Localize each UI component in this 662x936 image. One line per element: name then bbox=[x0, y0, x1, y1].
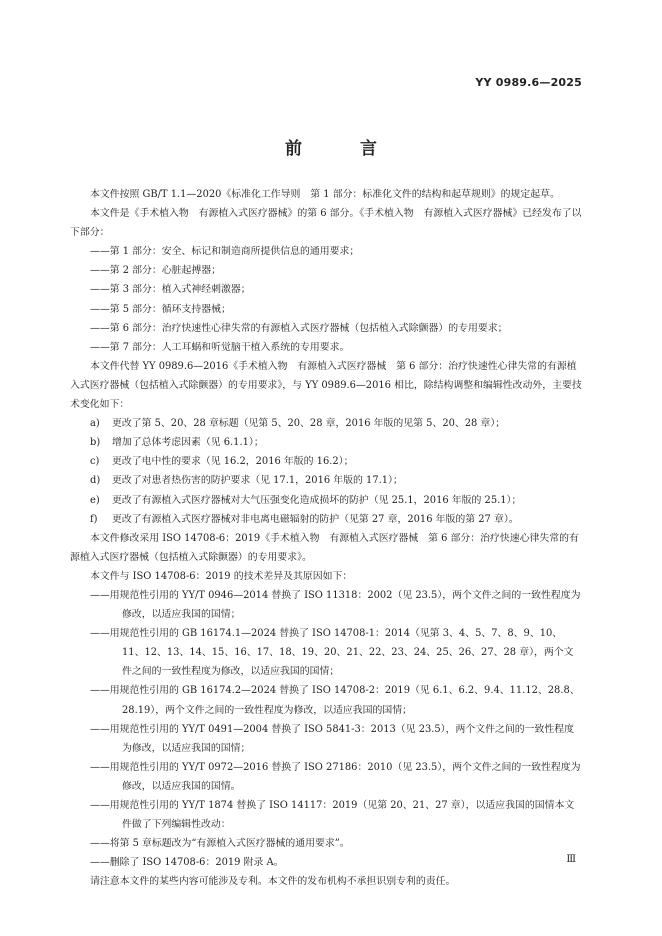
list-item-label: e) bbox=[90, 494, 100, 506]
standard-number: YY 0989.6—2025 bbox=[475, 76, 582, 89]
list-item: ——第 5 部分：循环支持器械； bbox=[90, 303, 231, 315]
list-item bbox=[70, 452, 582, 471]
list-item-label: c) bbox=[90, 456, 100, 468]
list-item: ——第 6 部分：治疗快速性心律失常的有源植入式医疗器械（包括植入式除颤器）的专用要求； bbox=[90, 322, 508, 334]
changes-list bbox=[70, 414, 582, 529]
list-item bbox=[70, 414, 582, 433]
list-item-text: 增加了总体考虑因素（见 6.1.1）； bbox=[112, 437, 264, 449]
list-item: ——用规范性引用的 GB 16174.1—2024 替换了 ISO 14708-1：2014（见第 3、4、5、7、8、9、10、11、12、13、14、15、16、17、18、19、20、21、22、23、24、25、26、27、28 章），两个文件之间的一致性程度为修改，以适应我国的国情； bbox=[90, 628, 574, 678]
list-item-label: a) bbox=[90, 418, 100, 430]
list-item: ——用规范性引用的 YY/T 0972—2016 替换了 ISO 27186：2010（见 23.5），两个文件之间的一致性程度为修改，以适应我国的国情。 bbox=[90, 761, 581, 792]
list-item-label: b) bbox=[90, 437, 101, 449]
parts-list bbox=[70, 242, 582, 357]
list-item bbox=[70, 510, 582, 529]
list-item-text: 更改了电中性的要求（见 16.2，2016 年版的 16.2）； bbox=[112, 456, 354, 468]
list-item: ——第 2 部分：心脏起搏器； bbox=[90, 265, 222, 277]
list-item bbox=[70, 433, 582, 452]
list-item: ——删除了 ISO 14708-6：2019 附录 A。 bbox=[90, 857, 284, 869]
foreword-body bbox=[70, 185, 582, 891]
differences-list bbox=[70, 586, 582, 834]
list-item: ——第 1 部分：安全、标记和制造商所提供信息的通用要求； bbox=[90, 246, 360, 258]
adoption-paragraph: 本文件修改采用 ISO 14708-6：2019《手术植入物 有源植入式医疗器械 第 6 部分：治疗快速心律失常的有源植入式医疗器械（包括植入式除颤器）的专用要求》。 bbox=[70, 532, 579, 563]
editorial-list bbox=[70, 834, 582, 872]
list-item: ——用规范性引用的 YY/T 0491—2004 替换了 ISO 5841-3：2013（见 23.5），两个文件之间的一致性程度为修改，以适应我国的国情； bbox=[90, 723, 574, 754]
list-item-text: 更改了有源植入式医疗器械对非电离电磁辐射的防护（见第 27 章，2016 年版的第 27 章）。 bbox=[112, 513, 519, 525]
list-item bbox=[70, 491, 582, 510]
page-title: 前 言 bbox=[285, 139, 403, 159]
list-item-text: 更改了第 5、20、28 章标题（见第 5、20、28 章，2016 年版的见第 5、20、28 章）； bbox=[112, 418, 506, 430]
list-item-label: d) bbox=[90, 475, 101, 487]
list-item bbox=[70, 471, 582, 490]
list-item: ——第 7 部分：人工耳蜗和听觉脑干植入系统的专用要求。 bbox=[90, 341, 350, 353]
replaces-paragraph: 本文件代替 YY 0989.6—2016《手术植入物 有源植入式医疗器械 第 6 部分：治疗快速性心律失常的有源植入式医疗器械（包括植入式除颤器）的专用要求》，与 YY 0989.6—2016 相比，除结构调整和编辑性改动外，主要技术变化如下： bbox=[70, 360, 582, 411]
list-item: ——第 3 部分：植入式神经刺激器； bbox=[90, 284, 251, 296]
list-item-label: f) bbox=[90, 513, 98, 525]
intro-paragraph: 本文件是《手术植入物 有源植入式医疗器械》的第 6 部分。《手术植入物 有源植入式医疗器械》已经发布了以下部分： bbox=[70, 208, 582, 239]
list-item: ——用规范性引用的 GB 16174.2—2024 替换了 ISO 14708-2：2019（见 6.1、6.2、9.4、11.12、28.8、28.19），两个文件之间的一致性程度为修改，以适应我国的国情； bbox=[90, 685, 580, 716]
list-item-text: 更改了对患者热伤害的防护要求（见 17.1，2016 年版的 17.1）； bbox=[112, 475, 403, 487]
list-item: ——用规范性引用的 YY/T 0946—2014 替换了 ISO 11318：2002（见 23.5），两个文件之间的一致性程度为修改，以适应我国的国情； bbox=[90, 589, 581, 621]
intro-paragraph: 本文件按照 GB/T 1.1—2020《标准化工作导则 第 1 部分：标准化文件的结构和起草规则》的规定起草。 bbox=[90, 189, 560, 200]
list-item: ——将第 5 章标题改为“有源植入式医疗器械的通用要求”。 bbox=[90, 838, 350, 850]
page-number: Ⅲ bbox=[566, 854, 576, 865]
list-item: ——用规范性引用的 YY/T 1874 替换了 ISO 14117：2019（见第 20、21、27 章），以适应我国的国情本文件做了下列编辑性改动： bbox=[90, 800, 575, 831]
patent-notice: 请注意本文件的某些内容可能涉及专利。本文件的发布机构不承担识别专利的责任。 bbox=[90, 876, 456, 888]
differences-intro: 本文件与 ISO 14708-6：2019 的技术差异及其原因如下： bbox=[90, 570, 353, 582]
list-item-text: 更改了有源植入式医疗器械对大气压强变化造成损坏的防护（见 25.1，2016 年版的 25.1）； bbox=[112, 494, 522, 506]
